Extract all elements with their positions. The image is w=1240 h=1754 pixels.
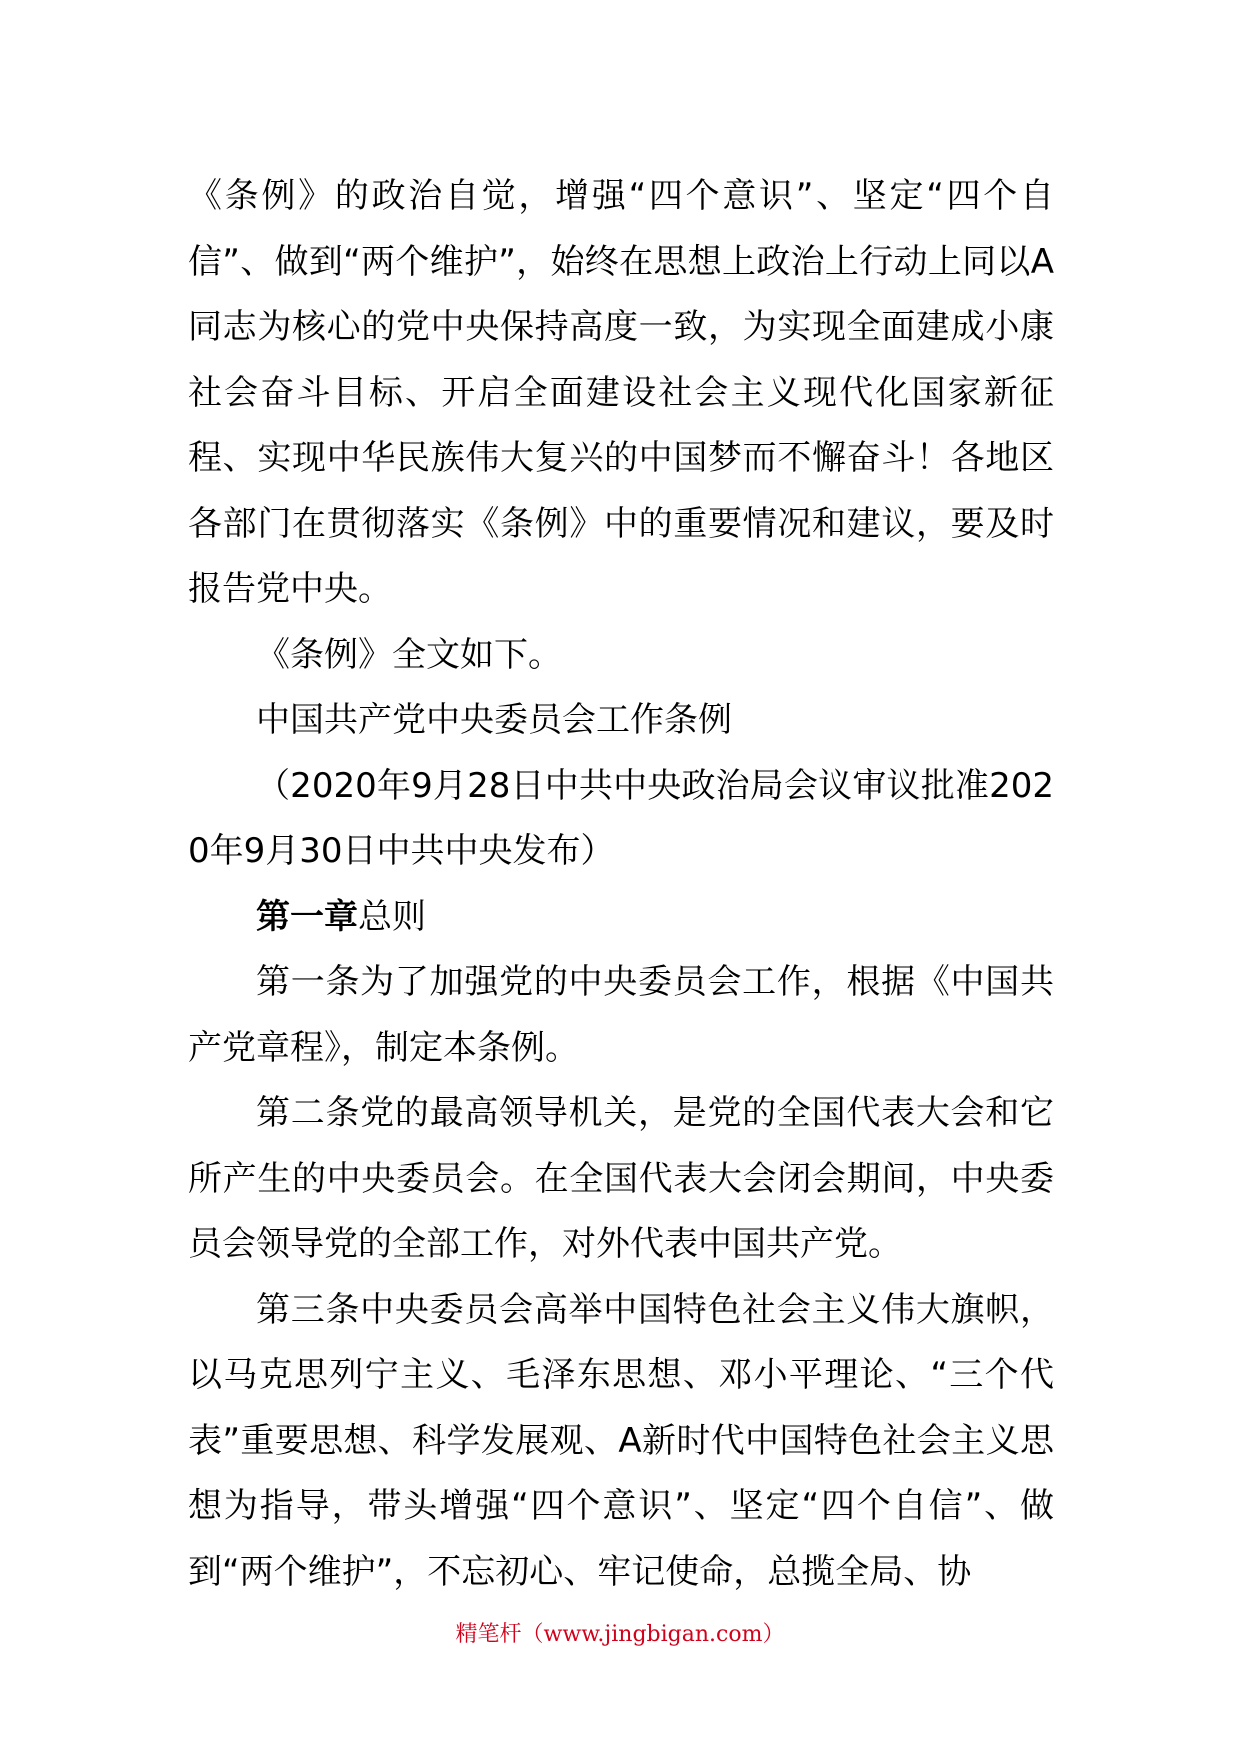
chapter-heading (188, 885, 1054, 951)
intro-continuation-paragraph: 《条例》的政治自觉，增强“四个意识”、坚定“四个自信”、做到“两个维护”，始终在思想上政治上行动上同以A同志为核心的党中央保持高度一致，为实现全面建成小康社会奋斗目标、开启全面建设社会主义现代化国家新征程、实现中华民族伟大复兴的中国梦而不懈奋斗！各地区各部门在贯彻落实《条例》中的重要情况和建议，要及时报告党中央。 (188, 176, 1054, 609)
footer-watermark-link[interactable]: 精笔杆（www.jingbigan.com） (455, 1622, 785, 1647)
article-1-paragraph: 第一条为了加强党的中央委员会工作，根据《中国共产党章程》，制定本条例。 (188, 962, 1054, 1068)
document-body (188, 164, 1054, 1605)
chapter-title: 总则 (358, 896, 426, 937)
approval-note-paragraph: （2020年9月28日中共中央政治局会议审议批准2020年9月30日中共中央发布） (188, 765, 1054, 871)
article-3-paragraph: 第三条中央委员会高举中国特色社会主义伟大旗帜，以马克思列宁主义、毛泽东思想、邓小平理论、“三个代表”重要思想、科学发展观、A新时代中国特色社会主义思想为指导，带头增强“四个意识”、坚定“四个自信”、做到“两个维护”，不忘初心、牢记使命，总揽全局、协 (188, 1289, 1054, 1592)
article-2-paragraph: 第二条党的最高领导机关，是党的全国代表大会和它所产生的中央委员会。在全国代表大会闭会期间，中央委员会领导党的全部工作，对外代表中国共产党。 (188, 1093, 1054, 1264)
fulltext-intro-paragraph: 《条例》全文如下。 (256, 634, 562, 675)
regulation-title: 中国共产党中央委员会工作条例 (256, 700, 732, 740)
chapter-number: 第一章 (256, 896, 358, 937)
